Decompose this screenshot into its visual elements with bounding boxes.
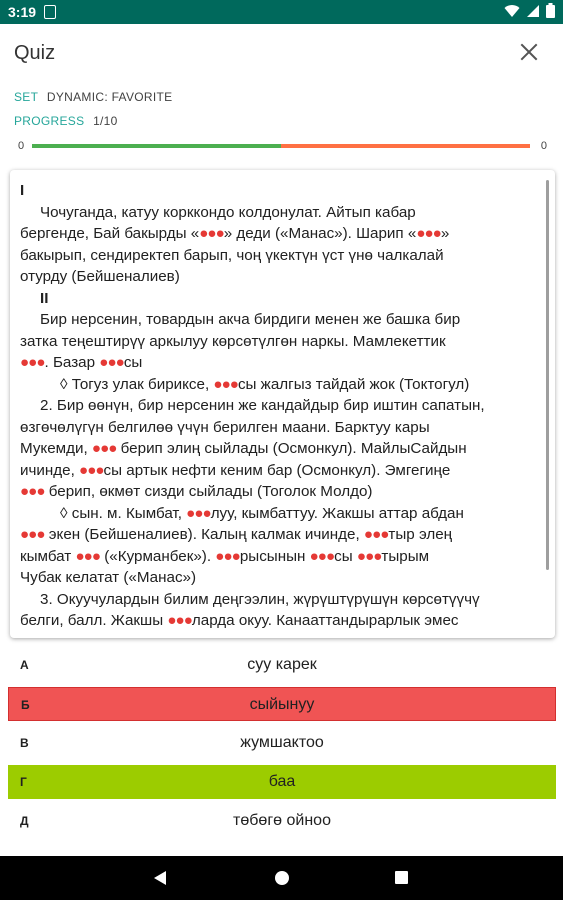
question-line [20, 331, 541, 353]
question-text-fragment: кымбат [20, 547, 76, 565]
question-text-fragment: тыр элең [388, 526, 453, 543]
question-text-fragment: сы жалгыз тайдай жок (Токтогул) [237, 375, 470, 393]
question-text-fragment: Бир нерсенин, товардын акча бирдиги менен же башка бир [40, 311, 461, 328]
question-text-fragment: ичинде, [20, 461, 80, 479]
set-value: DYNAMIC: FAVORITE [46, 90, 173, 104]
masked-word: ●●● [199, 225, 224, 242]
question-card[interactable] [10, 170, 555, 638]
question-text-fragment: луу, кымбаттуу. Жакшы аттар абдан [210, 504, 464, 522]
question-text-fragment: тырым [381, 547, 430, 565]
answer-letter: В [20, 736, 29, 750]
question-text-fragment: 2. Бир өөнүн, бир нерсенин же кандайдыр бир иштин сапатын, [40, 397, 485, 414]
question-text-fragment: 3. Окуучулардын билим деңгээлин, жүрүштүрүшүн көрсөтүүчү [40, 590, 480, 608]
question-line [20, 610, 541, 632]
page-title: Quiz [14, 42, 56, 64]
close-icon [519, 42, 539, 62]
answer-letter: Б [21, 698, 30, 712]
question-line [20, 266, 541, 288]
masked-word: ●●● [215, 547, 240, 565]
question-line [20, 223, 541, 245]
question-line [20, 438, 541, 460]
answer-text: суу карек [247, 656, 317, 673]
answer-option[interactable] [8, 765, 556, 799]
question-line [20, 374, 541, 396]
question-text-fragment: » деди («Манас»). Шарип « [223, 225, 417, 242]
question-text-fragment: » [440, 225, 450, 242]
masked-word: ●●● [79, 461, 104, 479]
masked-word: ●●● [91, 440, 117, 457]
question-line [20, 395, 541, 417]
progress-row [14, 114, 118, 128]
wifi-icon [504, 4, 520, 18]
masked-word: ●●● [213, 375, 238, 393]
question-line [20, 245, 541, 267]
question-line [20, 180, 541, 202]
answer-option[interactable] [8, 804, 556, 838]
answer-text: жумшактоо [240, 734, 324, 751]
question-line [20, 546, 541, 568]
masked-word: ●●● [75, 547, 101, 565]
question-text-fragment: өзгөчөлүгүн белгилөө үчүн берилген маани. Барктуу кары [20, 418, 430, 436]
question-text-fragment: рысынын [239, 547, 310, 565]
nav-recent-button[interactable] [394, 870, 409, 890]
masked-word: ●●● [356, 547, 382, 565]
question-line [20, 352, 541, 374]
question-text-fragment: («Курманбек»). [100, 547, 216, 565]
answer-text: сыйынуу [249, 696, 315, 713]
scrollbar[interactable] [546, 180, 549, 570]
masked-word: ●●● [20, 354, 45, 371]
answer-letter: Г [20, 775, 27, 789]
progress-fill [32, 144, 281, 148]
question-text-fragment: белги, балл. Жакшы [20, 612, 168, 629]
masked-word: ●●● [416, 225, 441, 242]
question-line [20, 460, 541, 482]
masked-word: ●●● [167, 612, 192, 629]
question-line [20, 567, 541, 589]
answer-option[interactable] [8, 726, 556, 760]
masked-word: ●●● [99, 354, 124, 371]
signal-icon [526, 4, 540, 18]
question-text-fragment: II [40, 289, 49, 307]
question-text-fragment: Мукемди, [20, 440, 92, 457]
app-bar [0, 24, 563, 80]
progress-right-count: 0 [540, 140, 547, 152]
answer-letter: Д [20, 814, 29, 828]
masked-word: ●●● [186, 504, 211, 522]
nav-back-button[interactable] [152, 870, 168, 891]
set-row [14, 90, 172, 104]
notification-icon [44, 5, 56, 19]
question-text-fragment: затка теңештирүү аркылуу көрсөтүлгөн наркы. Мамлекеттик [20, 332, 446, 350]
answer-text: баа [268, 773, 296, 790]
close-button[interactable] [519, 42, 539, 62]
question-line [20, 202, 541, 224]
masked-word: ●●● [20, 526, 45, 543]
status-icons [504, 3, 555, 18]
question-text [20, 180, 541, 638]
status-bar [0, 0, 563, 24]
status-time: 3:19 [8, 4, 37, 20]
question-text-fragment: сы [334, 547, 357, 565]
progress-track [32, 144, 530, 148]
nav-home-button[interactable] [274, 870, 290, 891]
progress-left-count: 0 [18, 140, 25, 152]
answer-option[interactable] [8, 648, 556, 682]
set-label: SET [14, 90, 39, 104]
question-line [20, 503, 541, 525]
question-text-fragment: Чубак келатат («Манас») [20, 569, 197, 586]
question-text-fragment: . Базар [44, 354, 100, 371]
masked-word: ●●● [20, 483, 45, 500]
nav-recent-icon [394, 870, 409, 885]
question-line [20, 524, 541, 546]
question-text-fragment: берип, өкмөт сизди сыйлады (Тоголок Молдо) [44, 483, 373, 500]
question-text-fragment: экен (Бейшеналиев). Калың калмак ичинде, [44, 526, 364, 543]
question-text-fragment: отурду (Бейшеналиев) [20, 268, 180, 285]
question-text-fragment: сы артык нефти кеним бар (Осмонкул). Эмгегиңе [103, 461, 451, 479]
answer-option[interactable] [8, 687, 556, 721]
progress-bar [14, 138, 549, 154]
question-line [20, 309, 541, 331]
question-text-fragment: ларда окуу. Канааттандырарлык эмес [191, 612, 459, 629]
question-text-fragment: I [20, 182, 25, 199]
answer-letter: А [20, 658, 29, 672]
nav-home-icon [274, 870, 290, 886]
question-text-fragment: ◊ сын. м. Кымбат, [60, 504, 187, 522]
question-text-fragment: бергенде, Бай бакырды « [20, 225, 200, 242]
question-text-fragment: сы [123, 354, 143, 371]
nav-back-icon [152, 870, 168, 886]
question-line [20, 481, 541, 503]
answer-list [8, 648, 556, 843]
question-line [20, 589, 541, 611]
question-text-fragment: ◊ Тогуз улак бириксе, [60, 375, 214, 393]
question-text-fragment: Чочуганда, катуу корккондо колдонулат. Айтып кабар [40, 203, 416, 221]
question-line [20, 417, 541, 439]
navigation-bar [0, 856, 563, 900]
progress-label: PROGRESS [14, 114, 85, 128]
masked-word: ●●● [363, 526, 389, 543]
progress-value: 1/10 [93, 114, 118, 128]
answer-text: төбөгө ойноо [233, 812, 331, 829]
question-text-fragment: бакырып, сендиректеп барып, чоң үкектүн үст үнө чалкалай [20, 246, 444, 264]
question-line [20, 288, 541, 310]
masked-word: ●●● [309, 547, 335, 565]
question-text-fragment: берип элиң сыйлады (Осмонкул). МайлыСайдын [116, 440, 467, 457]
battery-icon [546, 3, 555, 18]
